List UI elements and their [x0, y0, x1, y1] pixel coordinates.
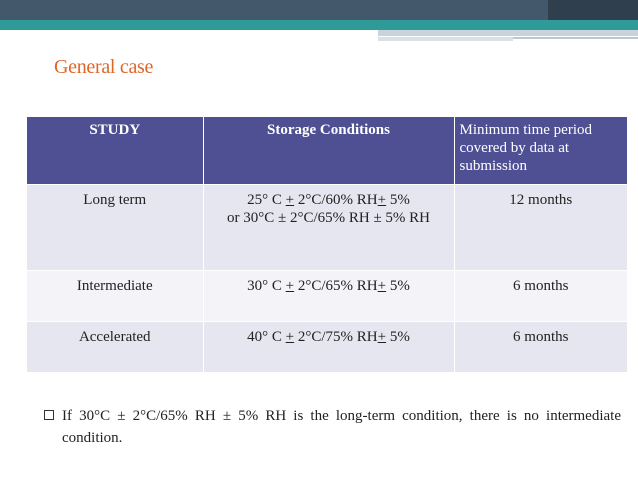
- cond-rh: 2°C/65% RH: [294, 278, 378, 294]
- cond-tolerance: 5%: [386, 278, 410, 294]
- cell-study: Long term: [27, 185, 203, 271]
- note-paragraph: [44, 405, 621, 449]
- cond-pm: +: [285, 329, 295, 345]
- cond-alternative: or 30°C ± 2°C/65% RH ± 5% RH: [226, 210, 431, 226]
- table-row: [27, 271, 627, 322]
- cond-temp: 30° C: [247, 278, 286, 294]
- cell-period: 6 months: [454, 322, 627, 373]
- top-band-dark: [0, 0, 638, 20]
- cond-pm: +: [285, 278, 295, 294]
- cond-rh: 2°C/60% RH: [294, 192, 378, 208]
- cond-rh: 2°C/75% RH: [294, 329, 378, 345]
- cond-tolerance: 5%: [386, 192, 410, 208]
- top-band-dark-right: [548, 0, 638, 20]
- cond-tolerance: 5%: [386, 329, 410, 345]
- top-band-teal: [0, 20, 638, 30]
- note-text: If 30°C ± 2°C/65% RH ± 5% RH is the long-term condition, there is no intermediate condition.: [62, 408, 621, 446]
- cell-study: Intermediate: [27, 271, 203, 322]
- cell-study: Accelerated: [27, 322, 203, 373]
- cond-pm: +: [377, 278, 387, 294]
- cell-storage-condition: [203, 322, 454, 373]
- table-row: [27, 185, 627, 271]
- top-band-light-line: [513, 37, 638, 39]
- cond-pm: +: [377, 192, 387, 208]
- table-row: [27, 322, 627, 373]
- cell-storage-condition: [203, 271, 454, 322]
- header-study: STUDY: [27, 117, 203, 185]
- header-minimum-time-period: Minimum time period covered by data at submission: [454, 117, 627, 185]
- cond-pm: +: [377, 329, 387, 345]
- cell-period: 12 months: [454, 185, 627, 271]
- cell-storage-condition: [203, 185, 454, 271]
- cell-period: 6 months: [454, 271, 627, 322]
- top-band-light: [378, 30, 638, 36]
- header-storage-conditions: Storage Conditions: [203, 117, 454, 185]
- cond-temp: 25° C: [247, 192, 286, 208]
- cond-temp: 40° C: [247, 329, 286, 345]
- top-band-light-secondary: [378, 37, 513, 41]
- stability-table: [27, 117, 627, 372]
- checkbox-bullet-icon: [44, 410, 54, 420]
- cond-pm: +: [285, 192, 295, 208]
- table-header-row: [27, 117, 627, 185]
- slide-title: General case: [54, 56, 154, 78]
